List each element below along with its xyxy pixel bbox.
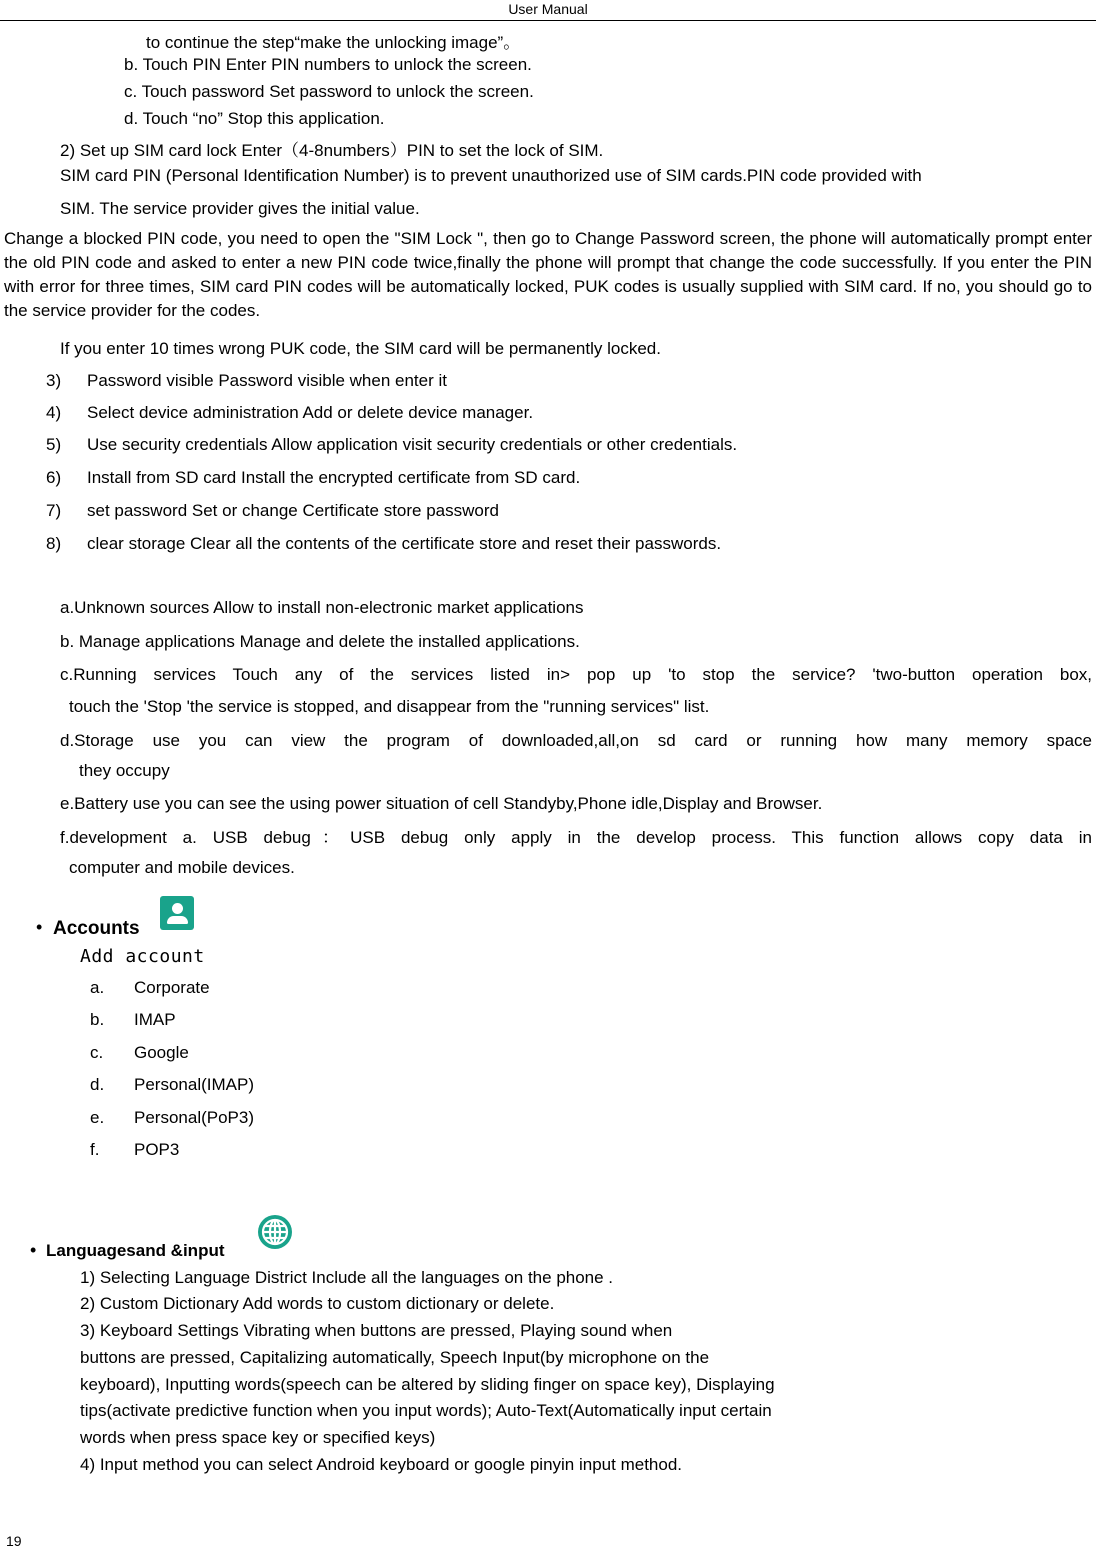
list-number: 3) bbox=[46, 371, 62, 390]
list-number: 7) bbox=[46, 501, 62, 520]
text-line: 2) Set up SIM card lock Enter（4-8numbers）PIN to set the lock of SIM. bbox=[60, 141, 604, 160]
list-number: 5) bbox=[46, 435, 62, 454]
list-letter: a. bbox=[90, 978, 105, 997]
list-item: Personal(PoP3) bbox=[134, 1108, 255, 1127]
list-item: Select device administration Add or delete device manager. bbox=[87, 403, 534, 422]
list-letter: d. bbox=[90, 1075, 105, 1094]
apps-line: computer and mobile devices. bbox=[69, 858, 295, 877]
text-line: to continue the step“make the unlocking image”。 bbox=[146, 33, 521, 52]
languages-bullet: • bbox=[30, 1240, 37, 1260]
apps-line: d.Storage use you can view the program of downloaded,all,on sd card or running how many memory space bbox=[60, 731, 1092, 750]
text-line: c. Touch password Set password to unlock the screen. bbox=[124, 82, 534, 101]
list-item: Personal(IMAP) bbox=[134, 1075, 254, 1094]
list-letter: e. bbox=[90, 1108, 105, 1127]
running-header: User Manual bbox=[508, 1, 588, 17]
paragraph-pin: Change a blocked PIN code, you need to open the "SIM Lock ", then go to Change Password screen, the phone will automatically prompt enter the old PIN code and asked to enter a new PIN code twice,finally the phone will prompt that change the code successfully. If you enter the PIN with error for three times, SIM card PIN codes will be automatically locked, PUK codes is usually supplied with SIM card. If no, you should go to the service provider for the codes. bbox=[4, 229, 1092, 320]
list-item: IMAP bbox=[134, 1010, 176, 1029]
list-item: Password visible Password visible when enter it bbox=[87, 371, 447, 390]
languages-line: 2) Custom Dictionary Add words to custom dictionary or delete. bbox=[80, 1294, 555, 1313]
list-item: Install from SD card Install the encrypted certificate from SD card. bbox=[87, 468, 581, 487]
apps-line: b. Manage applications Manage and delete the installed applications. bbox=[60, 632, 580, 651]
apps-line: e.Battery use you can see the using power situation of cell Standyby,Phone idle,Display and Browser. bbox=[60, 794, 823, 813]
text-line: b. Touch PIN Enter PIN numbers to unlock the screen. bbox=[124, 55, 532, 74]
list-item: set password Set or change Certificate store password bbox=[87, 501, 499, 520]
languages-heading: Languagesand &input bbox=[46, 1241, 225, 1260]
languages-line: buttons are pressed, Capitalizing automatically, Speech Input(by microphone on the bbox=[80, 1348, 710, 1367]
text-line: If you enter 10 times wrong PUK code, the SIM card will be permanently locked. bbox=[60, 339, 661, 358]
globe-icon bbox=[255, 1212, 295, 1252]
languages-line: tips(activate predictive function when you input words); Auto-Text(Automatically input certain bbox=[80, 1401, 772, 1420]
apps-line: f.development a. USB debug：USB debug only apply in the develop process. This function allows copy data in bbox=[60, 828, 1092, 847]
page-number: 19 bbox=[6, 1533, 22, 1549]
account-icon bbox=[160, 896, 194, 930]
apps-line: c.Running services Touch any of the services listed in> pop up 'to stop the service? 'two-button operation box, bbox=[60, 665, 1092, 684]
apps-line: a.Unknown sources Allow to install non-electronic market applications bbox=[60, 598, 584, 617]
languages-line: 3) Keyboard Settings Vibrating when buttons are pressed, Playing sound when bbox=[80, 1321, 673, 1340]
list-item: Use security credentials Allow application visit security credentials or other credentials. bbox=[87, 435, 738, 454]
list-item: Corporate bbox=[134, 978, 210, 997]
languages-line: keyboard), Inputting words(speech can be altered by sliding finger on space key), Displaying bbox=[80, 1375, 775, 1394]
text-line: SIM card PIN (Personal Identification Number) is to prevent unauthorized use of SIM cards.PIN code provided with bbox=[60, 166, 922, 185]
list-item: Google bbox=[134, 1043, 189, 1062]
accounts-bullet: • bbox=[36, 917, 43, 937]
list-letter: c. bbox=[90, 1043, 104, 1062]
list-letter: f. bbox=[90, 1140, 100, 1159]
list-item: POP3 bbox=[134, 1140, 180, 1159]
text-line: d. Touch “no” Stop this application. bbox=[124, 109, 385, 128]
languages-line: 1) Selecting Language District Include all the languages on the phone . bbox=[80, 1268, 614, 1287]
text-line: SIM. The service provider gives the initial value. bbox=[60, 199, 420, 218]
list-number: 8) bbox=[46, 534, 62, 553]
list-number: 6) bbox=[46, 468, 62, 487]
list-item: clear storage Clear all the contents of the certificate store and reset their passwords. bbox=[87, 534, 722, 553]
languages-line: 4) Input method you can select Android keyboard or google pinyin input method. bbox=[80, 1455, 682, 1474]
apps-line: they occupy bbox=[79, 761, 170, 780]
languages-line: words when press space key or specified keys) bbox=[80, 1428, 436, 1447]
list-number: 4) bbox=[46, 403, 62, 422]
accounts-subtitle: Add account bbox=[80, 946, 205, 967]
apps-line: touch the 'Stop 'the service is stopped, and disappear from the "running services" list. bbox=[69, 697, 710, 716]
list-letter: b. bbox=[90, 1010, 105, 1029]
header-divider bbox=[0, 20, 1096, 21]
accounts-heading: Accounts bbox=[53, 918, 140, 939]
